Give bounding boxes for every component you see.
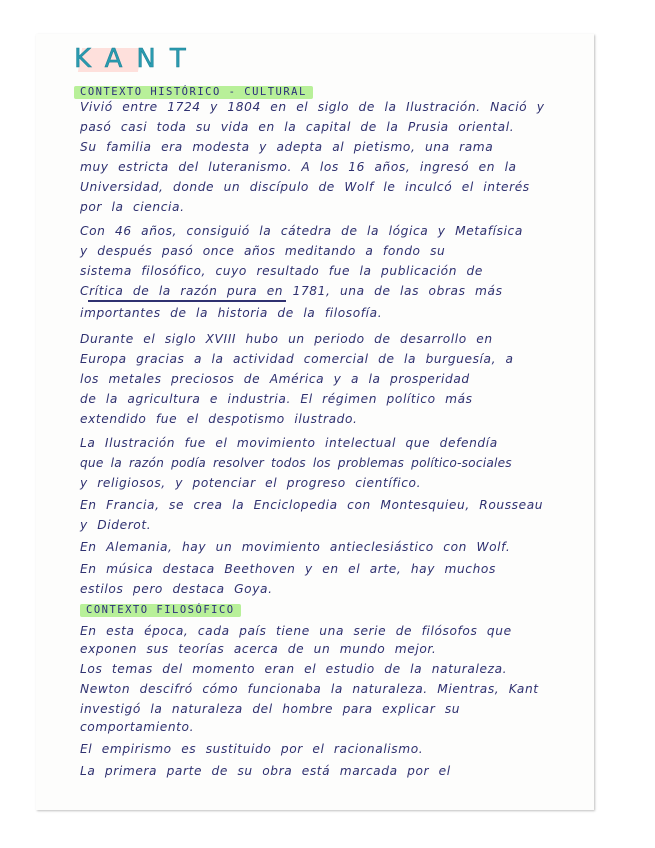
text-line: que la razón podía resolver todos los problemas político-sociales xyxy=(80,456,512,470)
text-line: Su familia era modesta y adepta al pietismo, una rama xyxy=(80,140,494,154)
text-line: Universidad, donde un discípulo de Wolf le inculcó el interés xyxy=(80,180,530,194)
text-line: Con 46 años, consiguió la cátedra de la lógica y Metafísica xyxy=(80,224,523,238)
book-title-underline xyxy=(88,300,286,302)
text-line: En esta época, cada país tiene una serie de filósofos que xyxy=(80,624,512,638)
text-line: exponen sus teorías acerca de un mundo mejor. xyxy=(80,642,437,656)
text-line: En música destaca Beethoven y en el arte, hay muchos xyxy=(80,562,496,576)
text-line: de la agricultura e industria. El régimen político más xyxy=(80,392,473,406)
text-line: y después pasó once años meditando a fondo su xyxy=(80,244,446,258)
text-line: La primera parte de su obra está marcada por el xyxy=(80,764,451,778)
text-line: Europa gracias a la actividad comercial de la burguesía, a xyxy=(80,352,514,366)
text-line: Los temas del momento eran el estudio de la naturaleza. xyxy=(80,662,508,676)
text-line: investigó la naturaleza del hombre para explicar su xyxy=(80,702,461,716)
text-line: estilos pero destaca Goya. xyxy=(80,582,273,596)
text-line: pasó casi toda su vida en la capital de la Prusia oriental. xyxy=(80,120,515,134)
text-line: comportamiento. xyxy=(80,720,195,734)
section-heading-historical: CONTEXTO HISTÓRICO - CULTURAL xyxy=(74,86,313,99)
text-line: los metales preciosos de América y a la prosperidad xyxy=(80,372,470,386)
text-line: muy estricta del luteranismo. A los 16 años, ingresó en la xyxy=(80,160,517,174)
text-line: Durante el siglo XVIII hubo un periodo de desarrollo en xyxy=(80,332,493,346)
text-line: Crítica de la razón pura en 1781, una de las obras más xyxy=(80,284,503,298)
text-line: En Francia, se crea la Enciclopedia con Montesquieu, Rousseau xyxy=(80,498,544,512)
text-line: Newton descifró cómo funcionaba la naturaleza. Mientras, Kant xyxy=(80,682,539,696)
text-line: y Diderot. xyxy=(80,518,152,532)
page-title: KANT xyxy=(74,44,200,74)
text-line: importantes de la historia de la filosofía. xyxy=(80,306,383,320)
text-line: El empirismo es sustituido por el racionalismo. xyxy=(80,742,424,756)
text-line: En Alemania, hay un movimiento antieclesiástico con Wolf. xyxy=(80,540,511,554)
text-line: sistema filosófico, cuyo resultado fue la publicación de xyxy=(80,264,483,278)
section-heading-philosophical: CONTEXTO FILOSÓFICO xyxy=(80,604,241,617)
text-line: La Ilustración fue el movimiento intelectual que defendía xyxy=(80,436,498,450)
text-line: Vivió entre 1724 y 1804 en el siglo de la Ilustración. Nació y xyxy=(80,100,545,114)
text-line: extendido fue el despotismo ilustrado. xyxy=(80,412,358,426)
text-line: y religiosos, y potenciar el progreso científico. xyxy=(80,476,422,490)
text-line: por la ciencia. xyxy=(80,200,185,214)
